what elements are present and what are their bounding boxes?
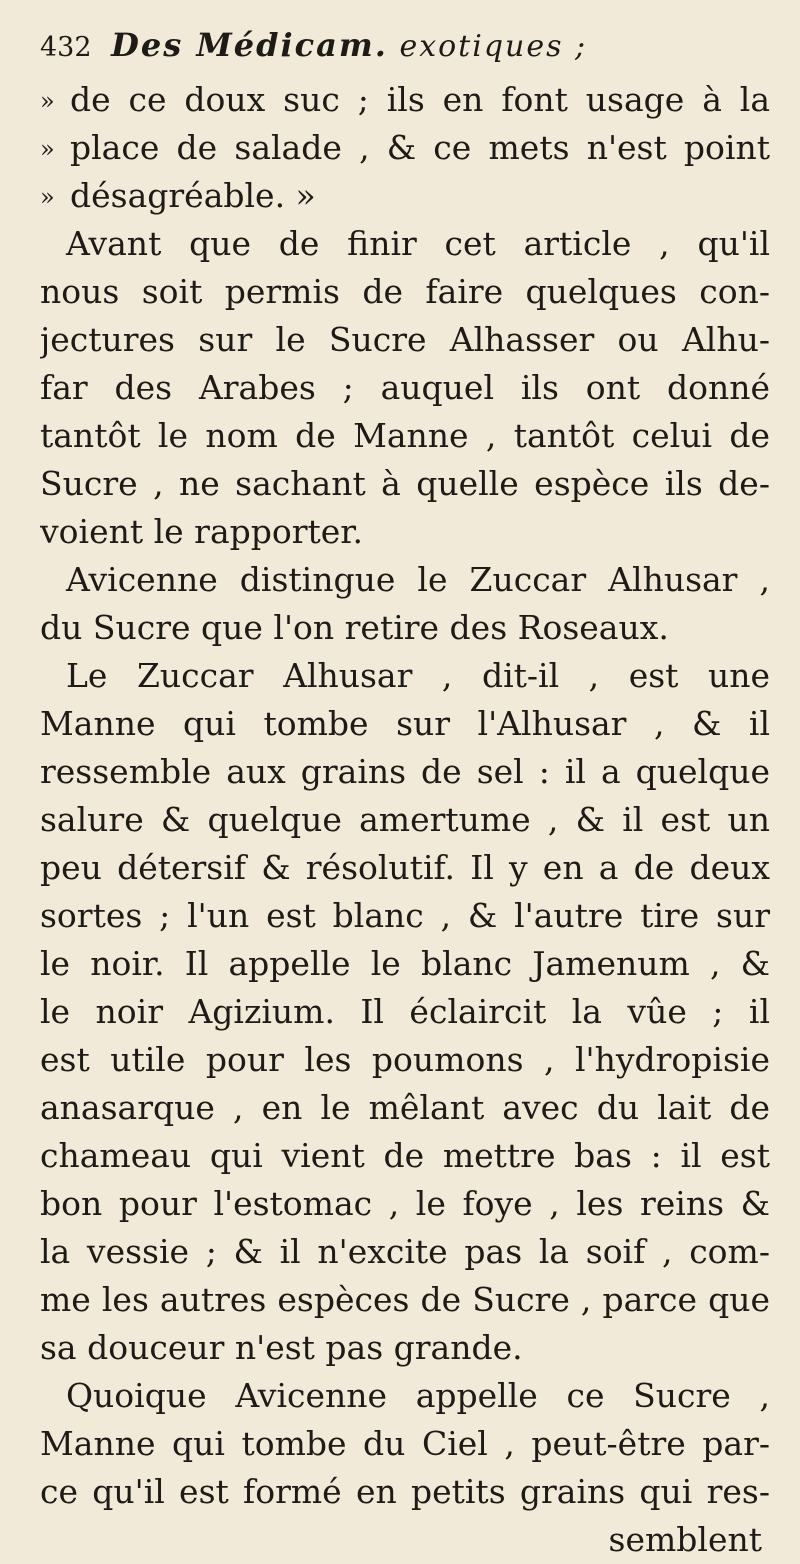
text-line (40, 748, 770, 796)
text-line (40, 1468, 770, 1516)
text-line (40, 508, 770, 556)
text-line (40, 844, 770, 892)
text-line (40, 172, 770, 220)
line-text: Avicenne distingue le Zuccar Alhusar , (66, 560, 770, 599)
text-line (40, 1132, 770, 1180)
text-line (40, 220, 770, 268)
line-text: sa douceur n'est pas grande. (40, 1328, 523, 1367)
text-line (40, 76, 770, 124)
line-text: bon pour l'estomac , le foye , les reins & (40, 1184, 770, 1223)
text-line (40, 1324, 770, 1372)
line-text: sortes ; l'un est blanc , & l'autre tire sur (40, 896, 770, 935)
line-text: chameau qui vient de mettre bas : il est (40, 1136, 770, 1175)
line-text: ressemble aux grains de sel : il a quelque (40, 752, 770, 791)
text-line (40, 988, 770, 1036)
line-text: voient le rapporter. (40, 512, 363, 551)
text-line (40, 1516, 770, 1564)
text-line (40, 412, 770, 460)
quote-mark: » (40, 183, 55, 211)
quote-mark: » (40, 87, 55, 115)
line-text: désagréable. » (70, 176, 316, 215)
line-text: est utile pour les poumons , l'hydropisie (40, 1040, 770, 1079)
line-text: Quoique Avicenne appelle ce Sucre , (66, 1376, 770, 1415)
line-text: Avant que de finir cet article , qu'il (66, 224, 770, 263)
line-text: anasarque , en le mêlant avec du lait de (40, 1088, 770, 1127)
quote-mark: » (40, 135, 55, 163)
text-line (40, 700, 770, 748)
line-text: Sucre , ne sachant à quelle espèce ils de- (40, 464, 770, 503)
header-title-part2: exotiques ; (399, 29, 588, 64)
text-line (40, 1276, 770, 1324)
text-line (40, 364, 770, 412)
line-text: peu détersif & résolutif. Il y en a de deux (40, 848, 770, 887)
line-text: nous soit permis de faire quelques con- (40, 272, 770, 311)
line-text: salure & quelque amertume , & il est un (40, 800, 770, 839)
line-text: du Sucre que l'on retire des Roseaux. (40, 608, 669, 647)
page-number: 432 (40, 32, 92, 63)
text-line (40, 1084, 770, 1132)
line-text: le noir. Il appelle le blanc Jamenum , & (40, 944, 770, 983)
text-line (40, 268, 770, 316)
line-text: semblent (608, 1520, 762, 1559)
line-text: Le Zuccar Alhusar , dit-il , est une (66, 656, 770, 695)
line-text: place de salade , & ce mets n'est point (70, 128, 770, 167)
text-line (40, 556, 770, 604)
line-text: tantôt le nom de Manne , tantôt celui de (40, 416, 770, 455)
text-line (40, 796, 770, 844)
running-header (40, 14, 770, 76)
text-line (40, 1420, 770, 1468)
line-text: jectures sur le Sucre Alhasser ou Alhu- (40, 320, 770, 359)
line-text: Manne qui tombe du Ciel , peut-être par- (40, 1424, 770, 1463)
line-text: la vessie ; & il n'excite pas la soif , com- (40, 1232, 770, 1271)
text-line (40, 1372, 770, 1420)
line-text: de ce doux suc ; ils en font usage à la (70, 80, 770, 119)
line-text: le noir Agizium. Il éclaircit la vûe ; il (40, 992, 770, 1031)
text-line (40, 892, 770, 940)
text-line (40, 316, 770, 364)
text-line (40, 940, 770, 988)
text-line (40, 1228, 770, 1276)
text-line (40, 1180, 770, 1228)
header-title-part1: Des Médicam. (111, 26, 388, 64)
line-text: Manne qui tombe sur l'Alhusar , & il (40, 704, 770, 743)
text-line (40, 604, 770, 652)
body-text (40, 76, 770, 1564)
line-text: ce qu'il est formé en petits grains qui res- (40, 1472, 770, 1511)
line-text: far des Arabes ; auquel ils ont donné (40, 368, 770, 407)
text-line (40, 124, 770, 172)
line-text: me les autres espèces de Sucre , parce que (40, 1280, 770, 1319)
text-line (40, 460, 770, 508)
text-line (40, 652, 770, 700)
text-line (40, 1036, 770, 1084)
